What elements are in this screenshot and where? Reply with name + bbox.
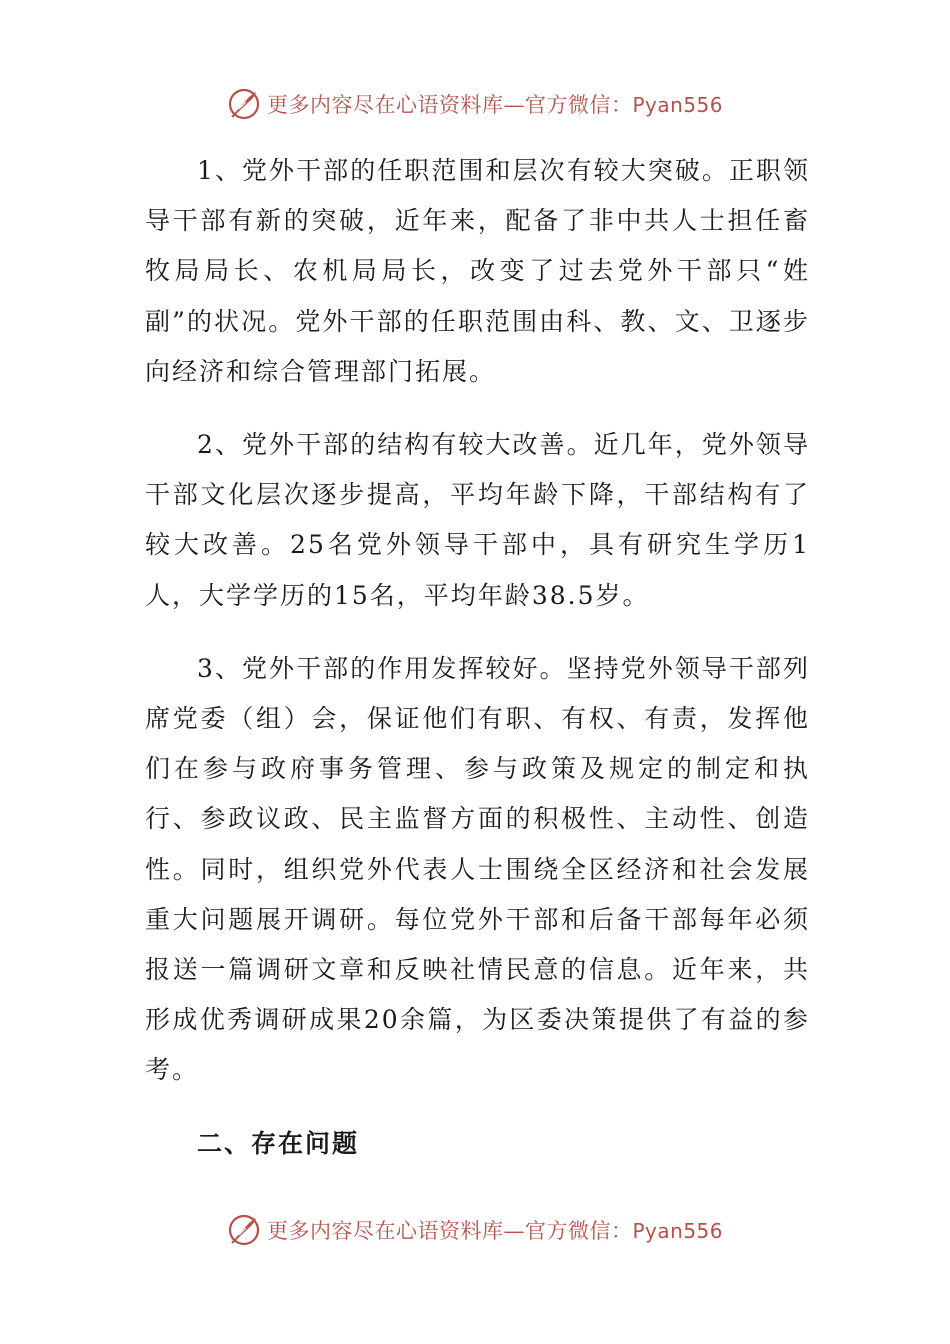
watermark-site-text: 更多内容尽在心语资料库—官方微信： [266, 93, 633, 117]
watermark-text [267, 1215, 723, 1245]
quill-pen-circle-icon [227, 87, 261, 121]
paragraph-2: 2、党外干部的结构有较大改善。近几年，党外领导干部文化层次逐步提高，平均年龄下降，干部结构有了较大改善。25名党外领导干部中，具有研究生学历1人，大学学历的15名，平均年龄38.5岁。 [145, 430, 810, 610]
watermark-text [267, 89, 723, 119]
paragraph-1: 1、党外干部的任职范围和层次有较大突破。正职领导干部有新的突破，近年来，配备了非中共人士担任畜牧局局长、农机局局长，改变了过去党外干部只“姓副”的状况。党外干部的任职范围由科、教、文、卫逐步向经济和综合管理部门拓展。 [145, 156, 810, 386]
watermark-wechat-id: Pyan556 [632, 1219, 723, 1243]
section-heading: 二、存在问题 [197, 1128, 360, 1158]
watermark-wechat-id: Pyan556 [632, 93, 723, 117]
quill-pen-circle-icon [227, 1213, 261, 1247]
paragraph-3: 3、党外干部的作用发挥较好。坚持党外领导干部列席党委（组）会，保证他们有职、有权、有责，发挥他们在参与政府事务管理、参与政策及规定的制定和执行、参政议政、民主监督方面的积极性、主动性、创造性。同时，组织党外代表人士围绕全区经济和社会发展重大问题展开调研。每位党外干部和后备干部每年必须报送一篇调研文章和反映社情民意的信息。近年来，共形成优秀调研成果20余篇，为区委决策提供了有益的参考。 [145, 653, 810, 1085]
watermark-site-text: 更多内容尽在心语资料库—官方微信： [266, 1219, 633, 1243]
header-watermark [0, 84, 950, 124]
document-body [145, 146, 810, 1169]
footer-watermark [0, 1210, 950, 1250]
